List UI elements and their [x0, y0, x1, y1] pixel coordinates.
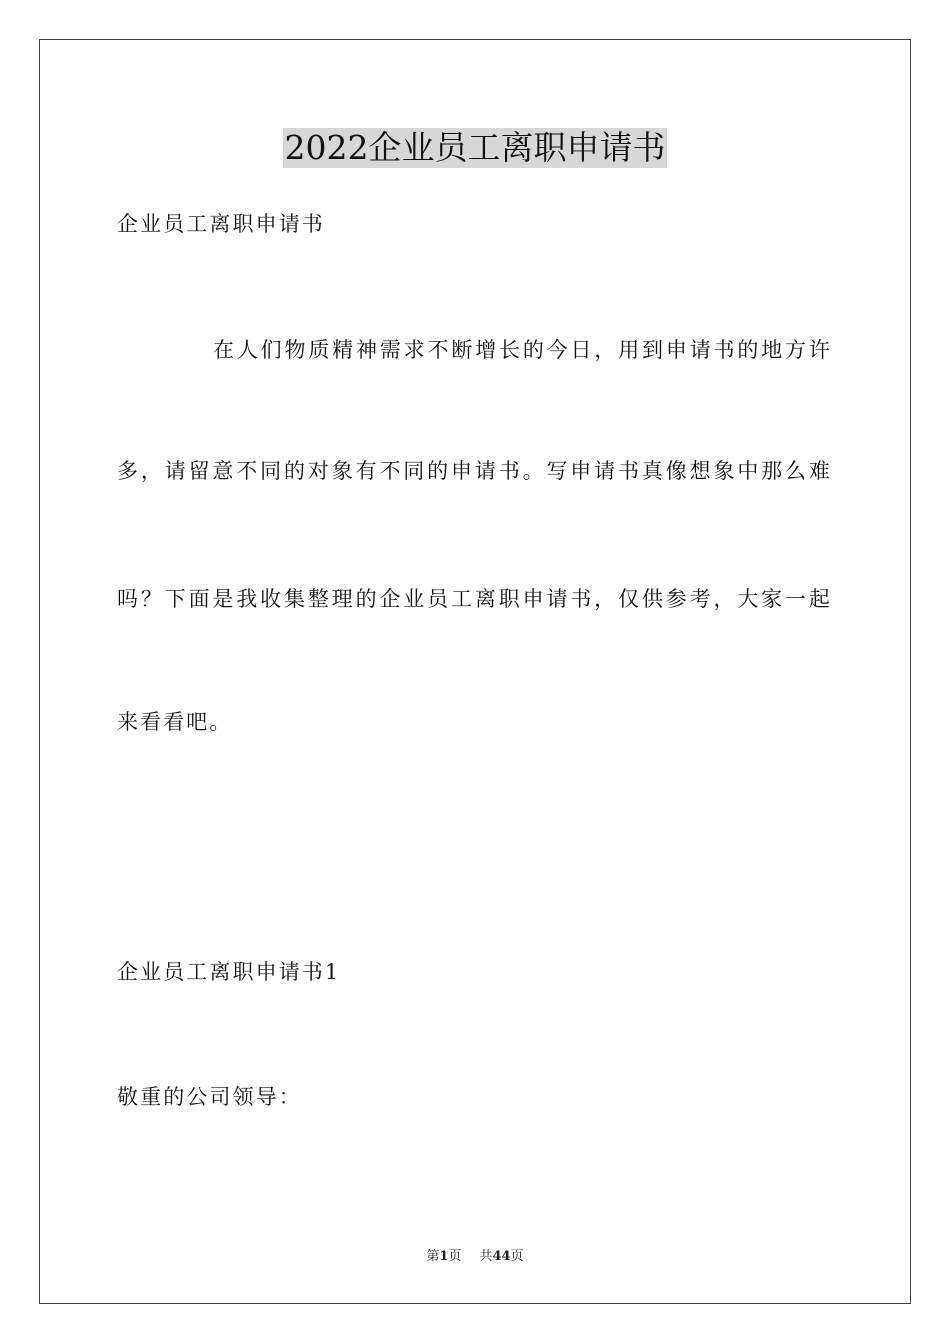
page-footer [0, 1248, 950, 1266]
footer-page-suffix: 页 [448, 1249, 462, 1264]
intro-line-2: 多，请留意不同的对象有不同的申请书。写申请书真像想象中那么难 [117, 459, 832, 483]
subtitle: 企业员工离职申请书 [117, 212, 325, 236]
section-heading: 企业员工离职申请书1 [117, 960, 341, 984]
footer-page-prefix: 第 [426, 1249, 440, 1264]
intro-line-4: 来看看吧。 [117, 710, 233, 734]
intro-line-3: 吗？下面是我收集整理的企业员工离职申请书，仅供参考，大家一起 [117, 587, 832, 611]
footer-total-prefix: 共 [479, 1249, 493, 1264]
title-container [0, 128, 950, 168]
footer-total-pages: 44 [492, 1249, 511, 1264]
salutation: 敬重的公司领导： [117, 1085, 302, 1109]
intro-line-1: 在人们物质精神需求不断增长的今日，用到申请书的地方许 [213, 338, 832, 362]
footer-page-number: 1 [439, 1249, 449, 1264]
footer-total-suffix: 页 [510, 1249, 524, 1264]
document-title: 2022企业员工离职申请书 [284, 128, 666, 167]
